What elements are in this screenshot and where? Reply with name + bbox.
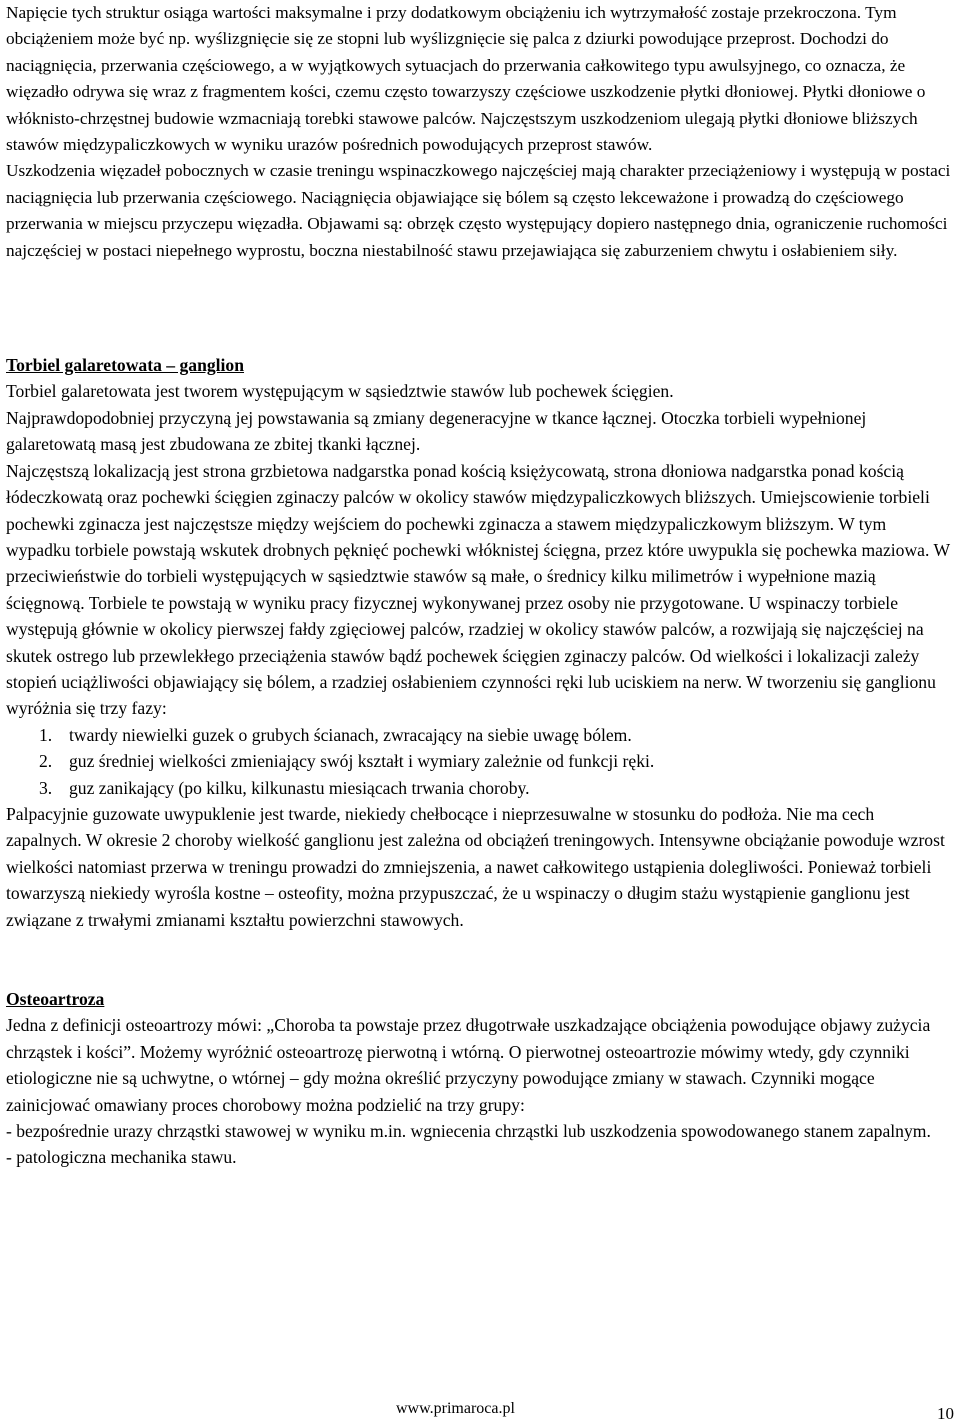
paragraph: Uszkodzenia więzadeł pobocznych w czasie treningu wspinaczkowego najczęściej mają charakter przeciążeniowy i występują w postaci naciągnięcia lub przerwania częściowego. Naciągnięcia objawiające się bólem są często lekceważone i prowadzą do częściowego przerwania w miejscu przyczepu więzadła. Objawami są: obrzęk często występujący dopiero następnego dnia, ograniczenie ruchomości najczęściej w postaci niepełnego wyprostu, boczna niestabilność stawu przejawiająca się zaburzeniem chwytu i osłabieniem siły. xyxy=(6,161,951,260)
paragraph: Palpacyjnie guzowate uwypuklenie jest twarde, niekiedy chełbocące i nieprzesuwalne w stosunku do podłoża. Nie ma cech zapalnych. W okresie 2 choroby wielkość ganglionu jest zależna od obciążeń treningowych. Intensywne obciążanie powoduje wzrost wielkości natomiast przerwa w treningu prowadzi do zmniejszenia, a nawet całkowitego ustąpienia dolegliwości. Ponieważ torbieli towarzyszą niekiedy wyrośla kostne – osteofity, można przypuszczać, że u wspinaczy o długim stażu wystąpienie ganglionu jest związane z trwałymi zmianami kształtu powierzchni stawowych. xyxy=(6,803,945,930)
spacer xyxy=(6,933,951,986)
list-item: 3. guz zanikający (po kilku, kilkunastu miesiącach trwania choroby. xyxy=(39,777,530,798)
list-item: 1. twardy niewielki guzek o grubych ścianach, zwracający na siebie uwagę bólem. xyxy=(39,724,632,745)
paragraph: Najczęstszą lokalizacją jest strona grzbietowa nadgarstka ponad kością księżycowatą, strona dłoniowa nadgarstka ponad kością łódeczkowatą oraz pochewki ścięgien zginaczy palców w okolicy stawów międzypaliczkowych bliższych. Umiejscowienie torbieli pochewki zginacza jest najczęstsze między wejściem do pochewki zginacza a stawem międzypaliczkowym bliższym. W tym wypadku torbiele powstają wskutek drobnych pęknięć pochewki włóknistej ścięgna, przez które uwypukla się pochewka maziowa. W przeciwieństwie do torbieli występujących w sąsiedztwie stawów są małe, o średnicy kilku milimetrów i wypełnione mazią ścięgnową. Torbiele te powstają w wyniku pracy fizycznej wykonywanej przez osoby nie przygotowane. U wspinaczy torbiele występują głównie w okolicy pierwszej fałdy zgięciowej palców, rzadziej w okolicy stawów palców, a rozwijają się najczęściej na skutek ostrego lub przewlekłego przeciążenia stawów bądź pochewek ścięgien zginaczy palców. Od wielkości i lokalizacji zależy stopień uciążliwości objawiający się bólem, a rzadziej osłabieniem czynności ręki lub uciskiem na nerw. W tworzeniu się ganglionu wyróżnia się trzy fazy: xyxy=(6,460,950,719)
phases-list xyxy=(6,722,951,801)
paragraph: Napięcie tych struktur osiąga wartości maksymalne i przy dodatkowym obciążeniu ich wytrzymałość zostaje przekroczona. Tym obciążeniem może być np. wyślizgnięcie się ze stopni lub wyślizgnięcie się palca z dziurki powodujące przeprost. Dochodzi do naciągnięcia, przerwania częściowego, a w wyjątkowych sytuacjach do przerwania całkowitego typu awulsyjnego, co oznacza, że więzadło odrywa się wraz z fragmentem kości, czemu często towarzyszy częściowe uszkodzenie płytki dłoniowej. Płytki dłoniowe o włóknisto-chrzęstnej budowie wzmacniają torebki stawowe palców. Najczęstszym uszkodzeniom ulegają płytki dłoniowe bliższych stawów międzypaliczkowych w wyniku urazów pośrednich powodujących przeprost stawów. xyxy=(6,3,926,155)
ganglion-section xyxy=(6,352,951,933)
section-heading: Torbiel galaretowata – ganglion xyxy=(6,355,245,376)
paragraph: Jedna z definicji osteoartrozy mówi: „Choroba ta powstaje przez długotrwałe uszkadzające obciążenia powodujące objawy zużycia chrząstek i kości”. Możemy wyróżnić osteoartrozę pierwotną i wtórną. O pierwotnej osteoartrozie mówimy wtedy, gdy czynniki etiologiczne nie są uchwytne, o wtórnej – gdy można określić przyczyny powodujące zmiany w stawach. Czynniki mogące zainicjować omawiany proces chorobowy można podzielić na trzy grupy: xyxy=(6,1015,931,1115)
list-item: 2. guz średniej wielkości zmieniający swój kształt i wymiary zależnie od funkcji ręki. xyxy=(39,751,655,772)
top-section xyxy=(6,0,951,264)
footer-url[interactable]: www.primaroca.pl xyxy=(396,1400,515,1417)
section-heading: Osteoartroza xyxy=(6,989,105,1009)
paragraph: Torbiel galaretowata jest tworem występującym w sąsiedztwie stawów lub pochewek ścięgien. xyxy=(6,381,674,402)
paragraph: Najprawdopodobniej przyczyną jej powstawania są zmiany degeneracyjne w tkance łącznej. Otoczka torbieli wypełnionej galaretowatą masą jest zbudowana ze zbitej tkanki łącznej. xyxy=(6,407,867,455)
paragraph: - patologiczna mechanika stawu. xyxy=(6,1147,237,1168)
spacer xyxy=(6,264,951,352)
document-page xyxy=(6,0,951,1171)
osteoarthrosis-section xyxy=(6,986,951,1171)
page-number: 10 xyxy=(937,1404,954,1423)
paragraph: - bezpośrednie urazy chrząstki stawowej w wyniku m.in. wgniecenia chrząstki lub uszkodzenia spowodowanego stanem zapalnym. xyxy=(6,1121,931,1142)
